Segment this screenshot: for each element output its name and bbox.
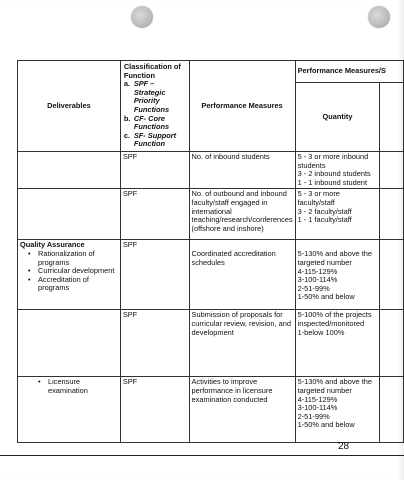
classification-cell: SPF: [120, 189, 189, 240]
quantity-cell: 5-130% and above the targeted number 4-115-129% 3-100-114% 2-51-99% 1-50% and below: [295, 240, 380, 310]
deliverable-cell: [18, 240, 121, 310]
quantity-cell: 5-130% and above the targeted number 4-115-129% 3-100-114% 2-51-99% 1-50% and below: [295, 377, 380, 443]
deliverable-cell: [18, 189, 121, 240]
footer-divider: [0, 455, 404, 456]
table-row: [18, 310, 404, 377]
table-row: [18, 151, 404, 188]
measure-cell: No. of outbound and inbound faculty/staff engaged in international teaching/research/conferences (offshore and inshore): [189, 189, 295, 240]
deliverable-cell: [18, 151, 121, 188]
deliverables-table: [17, 60, 404, 443]
header-next-column: [380, 83, 404, 152]
header-classification: [120, 61, 189, 152]
classification-title: Classification of Function: [123, 62, 181, 80]
section-title: Quality Assurance: [20, 240, 85, 250]
header-performance-measures-s: Performance Measures/S: [295, 61, 403, 83]
classification-cell: SPF: [120, 151, 189, 188]
classification-option-b: b. CF- Core Functions: [123, 113, 170, 132]
measure-cell: Activities to improve performance in licensure examination conducted: [189, 377, 295, 443]
page-number: 28: [338, 441, 350, 452]
measure-cell: No. of inbound students: [189, 151, 295, 188]
punch-hole-left: [131, 6, 153, 28]
quantity-cell: 5 - 3 or more faculty/staff 3 - 2 faculty/staff 1 - 1 faculty/staff: [295, 189, 380, 240]
header-quantity: Quantity: [295, 83, 380, 152]
header-deliverables: Deliverables: [18, 61, 121, 152]
classification-option-c: c. SF- Support Function: [123, 130, 177, 149]
classification-cell: SPF: [120, 240, 189, 310]
classification-cell: SPF: [120, 377, 189, 443]
punch-hole-right: [368, 6, 390, 28]
list-item: • Accreditation of programs: [38, 276, 118, 293]
table-row: [18, 240, 404, 310]
table-row: [18, 189, 404, 240]
measure-cell: Coordinated accreditation schedules: [189, 240, 295, 310]
deliverable-cell: [18, 310, 121, 377]
measure-cell: Submission of proposals for curricular review, revision, and development: [189, 310, 295, 377]
classification-cell: SPF: [120, 310, 189, 377]
classification-option-a: a. SPF – Strategic Priority Functions: [123, 79, 170, 114]
quantity-cell: 5-100% of the projects inspected/monitored 1-below 100%: [295, 310, 380, 377]
table-row: [18, 377, 404, 443]
list-item: • Licensure examination: [48, 378, 118, 395]
list-item: • Curricular development: [38, 267, 118, 276]
quantity-cell: 5 - 3 or more inbound students 3 - 2 inbound students 1 - 1 inbound student: [295, 151, 380, 188]
deliverable-cell: [18, 377, 121, 443]
header-performance-measures: Performance Measures: [189, 61, 295, 152]
list-item: • Rationalization of programs: [38, 250, 118, 267]
